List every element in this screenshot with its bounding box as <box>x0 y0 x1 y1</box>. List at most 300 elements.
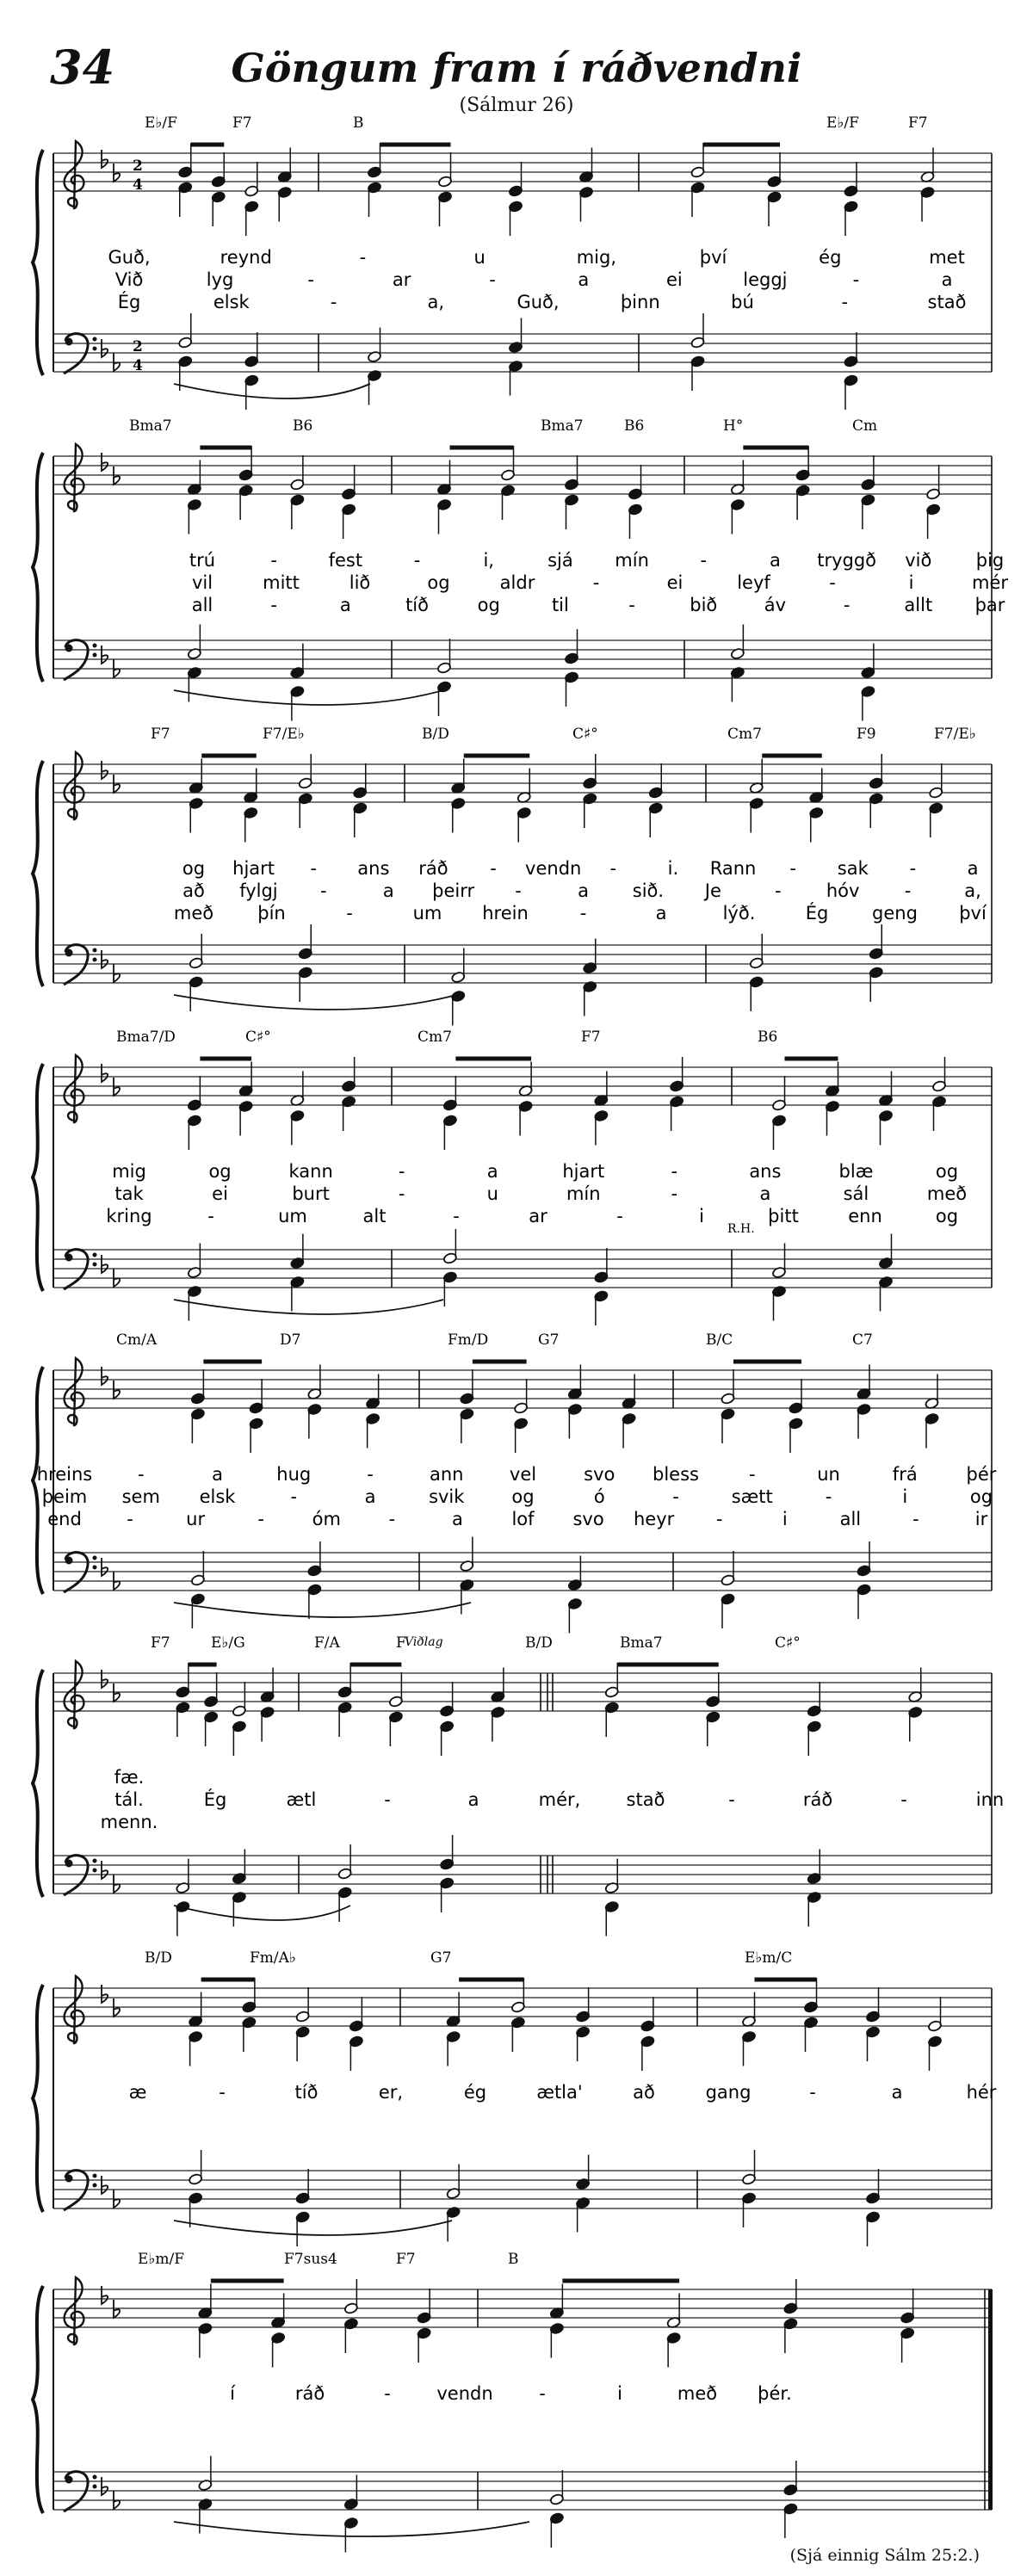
lyric-syllable: og <box>427 572 450 593</box>
chord-symbol: C♯° <box>775 1634 801 1652</box>
lyric-syllable: bið <box>690 595 718 615</box>
lyric-syllable: Ég <box>117 292 141 312</box>
chord-symbol: E♭/F <box>145 114 177 132</box>
lyric-syllable: lýð. <box>722 903 756 924</box>
lyric-syllable: sjá <box>547 550 573 571</box>
lyric-syllable: ráð <box>294 2383 325 2404</box>
lyric-syllable: aldr <box>499 572 535 593</box>
lyric-syllable: i, <box>483 550 494 571</box>
lyric-syllable: þér <box>966 1464 997 1485</box>
lyric-syllable: hreins <box>36 1464 93 1485</box>
lyric-syllable: a <box>759 1183 771 1204</box>
lyric-hyphen: - <box>671 1161 678 1182</box>
chord-symbol: E♭m/F <box>138 2251 185 2268</box>
lyric-syllable: a <box>339 595 351 615</box>
lyric-syllable: og <box>969 1486 993 1507</box>
lyric-syllable: mín <box>566 1183 601 1204</box>
flat-sign-icon <box>102 150 108 168</box>
lyric-hyphen: - <box>748 1464 756 1485</box>
lyric-syllable: a <box>486 1161 498 1182</box>
lyric-syllable: við <box>905 550 932 571</box>
lyric-syllable: frá <box>892 1464 918 1485</box>
lyric-hyphen: - <box>789 858 796 879</box>
chord-symbol: C♯° <box>245 1029 271 1046</box>
lyric-syllable: elsk <box>199 1486 236 1507</box>
treble-clef-icon <box>65 752 84 819</box>
lyric-syllable: all <box>839 1509 862 1529</box>
chord-symbol: H° <box>723 417 744 435</box>
lyric-syllable: geng <box>872 903 918 924</box>
chord-symbol: B/D <box>422 726 449 743</box>
slur <box>174 1603 471 1617</box>
treble-clef-icon <box>65 2277 84 2344</box>
lyric-syllable: þar <box>974 595 1005 615</box>
lyric-syllable: ann <box>430 1464 464 1485</box>
lyric-hyphen: - <box>127 1509 133 1529</box>
lyric-syllable: ur <box>186 1509 206 1529</box>
lyric-syllable: kann <box>288 1161 333 1182</box>
lyric-hyphen: - <box>257 1509 265 1529</box>
bass-clef-icon <box>64 1250 97 1289</box>
slur <box>174 995 456 1010</box>
lyric-syllable: með <box>173 903 214 924</box>
slur <box>174 690 443 705</box>
treble-clef-icon <box>65 1976 84 2043</box>
chord-symbol: Fm/A♭ <box>250 1949 296 1967</box>
bass-clef-icon <box>64 640 97 680</box>
lyric-syllable: Við <box>114 269 144 290</box>
lyric-hyphen: - <box>359 247 367 268</box>
chord-symbol: F7 <box>581 1029 601 1046</box>
slur <box>174 384 370 398</box>
lyric-hyphen: - <box>307 269 314 290</box>
chord-symbol: B/C <box>706 1331 733 1349</box>
lyric-syllable: hóv <box>826 880 860 901</box>
slur <box>174 1300 443 1314</box>
lyric-syllable: með <box>677 2383 718 2404</box>
lyric-syllable: a <box>941 269 953 290</box>
lyric-syllable: að <box>633 2082 655 2103</box>
chord-symbol: Cm/A <box>116 1331 158 1349</box>
final-barline <box>988 2289 993 2510</box>
lyric-syllable: um <box>412 903 442 924</box>
lyric-syllable: u <box>486 1183 498 1204</box>
chord-symbol: B/D <box>525 1634 553 1652</box>
lyric-syllable: a, <box>964 880 981 901</box>
lyric-syllable: vil <box>191 572 213 593</box>
lyric-syllable: hér <box>966 2082 997 2103</box>
lyric-syllable: burt <box>292 1183 330 1204</box>
lyric-syllable: hrein <box>482 903 529 924</box>
flat-sign-icon <box>102 1064 108 1082</box>
lyric-syllable: i <box>908 572 914 593</box>
system-brace <box>33 1670 43 1897</box>
lyric-syllable: að <box>182 880 205 901</box>
lyric-syllable: með <box>926 1183 968 1204</box>
lyric-hyphen: - <box>384 1789 391 1810</box>
chord-symbol: F9 <box>857 726 876 743</box>
chord-symbol: Fm/D <box>448 1331 489 1349</box>
system-brace <box>33 1064 43 1291</box>
lyric-syllable: i <box>617 2383 622 2404</box>
system-brace <box>33 150 43 375</box>
lyric-syllable: Ég <box>203 1789 227 1810</box>
lyric-syllable: ans <box>749 1161 782 1182</box>
lyric-syllable: reynd <box>220 247 272 268</box>
lyric-syllable: a <box>212 1464 223 1485</box>
lyric-syllable: þér. <box>758 2383 792 2404</box>
flat-sign-icon <box>102 950 108 968</box>
chord-symbol: F7 <box>151 1634 170 1652</box>
lyric-syllable: svo <box>584 1464 615 1485</box>
flat-sign-icon <box>102 1367 108 1385</box>
lyric-syllable: og <box>935 1206 959 1226</box>
lyric-syllable: ei <box>212 1183 228 1204</box>
flat-sign-icon <box>102 761 108 779</box>
chord-symbol: F7sus4 <box>284 2251 337 2268</box>
lyric-syllable: hjart <box>232 858 275 879</box>
chord-symbol: B6 <box>758 1029 778 1046</box>
flat-sign-icon <box>102 1670 108 1688</box>
chord-symbol: Cm7 <box>727 726 762 743</box>
lyric-syllable: trú <box>189 550 216 571</box>
chord-symbol: G7 <box>538 1331 560 1349</box>
lyric-syllable: fylgj <box>239 880 278 901</box>
lyric-syllable: og <box>511 1486 535 1507</box>
chord-symbol: F <box>396 1634 406 1652</box>
lyric-hyphen: - <box>490 858 497 879</box>
lyric-syllable: i <box>782 1509 788 1529</box>
lyric-syllable: elsk <box>213 292 250 312</box>
lyric-syllable: lið <box>349 572 371 593</box>
chord-symbol: F7 <box>396 2251 416 2268</box>
lyric-syllable: mín <box>615 550 649 571</box>
lyric-syllable: enn <box>848 1206 882 1226</box>
time-signature-digit: 4 <box>133 176 143 194</box>
lyric-syllable: alt <box>362 1206 387 1226</box>
chord-symbol: B <box>508 2251 519 2268</box>
lyric-syllable: a <box>467 1789 479 1810</box>
lyric-syllable: i. <box>667 858 679 879</box>
system-brace <box>33 453 43 682</box>
lyric-syllable: ei <box>666 572 684 593</box>
lyric-syllable: end <box>47 1509 82 1529</box>
lyric-syllable: ætla' <box>536 2082 583 2103</box>
lyric-syllable: þín <box>257 903 286 924</box>
chord-symbol: Bma7/D <box>116 1029 176 1046</box>
system-brace <box>33 761 43 986</box>
lyric-hyphen: - <box>912 1509 919 1529</box>
lyric-syllable: a <box>451 1509 463 1529</box>
lyric-syllable: lyg <box>206 269 234 290</box>
lyric-syllable: þinn <box>620 292 660 312</box>
lyric-syllable: ar <box>392 269 411 290</box>
chord-symbol: Bma7 <box>541 417 584 435</box>
flat-sign-icon <box>102 1255 108 1273</box>
chord-symbol: Cm <box>852 417 878 435</box>
lyric-syllable: a <box>578 269 590 290</box>
lyric-syllable: mér, <box>538 1789 581 1810</box>
lyric-syllable: þeirr <box>432 880 475 901</box>
time-signature-digit: 2 <box>133 338 143 355</box>
flat-sign-icon <box>102 339 108 357</box>
lyric-syllable: svik <box>429 1486 465 1507</box>
lyric-hyphen: - <box>388 1509 396 1529</box>
chord-symbol: D7 <box>280 1331 301 1349</box>
lyric-syllable: gang <box>705 2082 752 2103</box>
lyric-hyphen: - <box>219 2082 226 2103</box>
lyric-hyphen: - <box>672 1486 679 1507</box>
lyric-syllable: í <box>230 2383 235 2404</box>
lyric-hyphen: - <box>489 269 497 290</box>
lyric-syllable: þeim <box>41 1486 88 1507</box>
lyric-hyphen: - <box>843 595 851 615</box>
lyric-syllable: a <box>967 858 979 879</box>
chord-symbol: B6 <box>624 417 645 435</box>
lyric-hyphen: - <box>320 880 327 901</box>
lyric-syllable: a <box>382 880 394 901</box>
lyric-syllable: i <box>699 1206 704 1226</box>
lyric-syllable: mitt <box>263 572 300 593</box>
lyric-syllable: svo <box>572 1509 604 1529</box>
lyric-hyphen: - <box>413 550 421 571</box>
chord-symbol: Cm7 <box>418 1029 452 1046</box>
lyric-hyphen: - <box>398 1183 405 1204</box>
lyric-syllable: mér <box>971 572 1009 593</box>
chord-symbol: F/A <box>314 1634 340 1652</box>
lyric-hyphen: - <box>829 572 836 593</box>
hymn-title: Göngum fram í ráðvendni <box>231 45 802 91</box>
chord-symbol: G7 <box>430 1949 452 1967</box>
bass-clef-icon <box>64 334 97 374</box>
lyric-syllable: Rann <box>709 858 757 879</box>
lyric-hyphen: - <box>609 858 617 879</box>
lyric-syllable: Je <box>704 880 721 901</box>
flat-sign-icon <box>102 1985 108 2003</box>
lyric-hyphen: - <box>825 1486 832 1507</box>
slur <box>174 2221 452 2235</box>
lyric-syllable: ráð <box>418 858 448 879</box>
flat-sign-icon <box>102 2477 108 2495</box>
lyric-syllable: sið. <box>632 880 665 901</box>
lyric-syllable: vendn <box>525 858 582 879</box>
treble-clef-icon <box>65 1661 84 1728</box>
lyric-syllable: fest <box>328 550 363 571</box>
lyric-syllable: u <box>473 247 486 268</box>
lyric-syllable: því <box>959 903 987 924</box>
lyric-syllable: vel <box>509 1464 537 1485</box>
lyric-hyphen: - <box>453 1206 460 1226</box>
lyric-syllable: sak <box>837 858 869 879</box>
lyric-syllable: og <box>935 1161 959 1182</box>
lyric-syllable: tryggð <box>817 550 877 571</box>
lyric-hyphen: - <box>346 903 353 924</box>
lyric-syllable: heyr <box>633 1509 675 1529</box>
lyric-syllable: ég <box>819 247 842 268</box>
time-signature-digit: 4 <box>133 357 143 374</box>
footnote: (Sjá einnig Sálm 25:2.) <box>789 2546 980 2565</box>
chord-symbol: B6 <box>293 417 313 435</box>
lyric-syllable: sál <box>843 1183 869 1204</box>
lyric-hyphen: - <box>715 1509 723 1529</box>
system-brace <box>33 2286 43 2513</box>
lyric-syllable: Guð, <box>516 292 560 312</box>
chord-symbol: F7 <box>908 114 928 132</box>
chord-symbol: F7/E♭ <box>263 726 305 743</box>
lyric-hyphen: - <box>270 550 277 571</box>
flat-sign-icon <box>102 2286 108 2304</box>
lyric-syllable: er, <box>378 2082 404 2103</box>
chord-symbol: C7 <box>852 1331 873 1349</box>
lyric-syllable: mig, <box>576 247 617 268</box>
lyric-hyphen: - <box>384 2383 391 2404</box>
lyric-syllable: leyf <box>737 572 770 593</box>
bass-clef-icon <box>64 945 97 985</box>
lyric-syllable: a <box>891 2082 903 2103</box>
chord-symbol: Bma7 <box>129 417 172 435</box>
lyric-syllable: ei <box>665 269 683 290</box>
treble-clef-icon <box>65 444 84 511</box>
lyric-hyphen: - <box>330 292 337 312</box>
slur <box>174 1906 350 1920</box>
chord-symbol: B <box>353 114 364 132</box>
lyric-syllable: kring <box>106 1206 152 1226</box>
bass-clef-icon <box>64 1856 97 1895</box>
lyric-syllable: ir <box>974 1509 988 1529</box>
lyric-syllable: hjart <box>562 1161 605 1182</box>
lyric-hyphen: - <box>137 1464 145 1485</box>
lyric-hyphen: - <box>700 550 708 571</box>
treble-clef-icon <box>65 141 84 208</box>
lyric-syllable: ó <box>593 1486 605 1507</box>
flat-sign-icon <box>102 1861 108 1879</box>
lyric-hyphen: - <box>290 1486 298 1507</box>
lyric-syllable: allt <box>904 595 933 615</box>
vidlag-marking: Viðlag <box>405 1635 443 1649</box>
lyric-syllable: þig <box>975 550 1005 571</box>
lyric-syllable: því <box>699 247 727 268</box>
lyric-syllable: og <box>208 1161 232 1182</box>
lyric-hyphen: - <box>616 1206 623 1226</box>
flat-sign-icon <box>102 453 108 471</box>
lyric-syllable: lof <box>511 1509 535 1529</box>
chord-symbol: F7/E♭ <box>934 726 976 743</box>
lyric-hyphen: - <box>728 1789 735 1810</box>
treble-clef-icon <box>65 1055 84 1122</box>
lyric-syllable: stað <box>927 292 967 312</box>
lyric-syllable: a <box>364 1486 376 1507</box>
lyric-syllable: stað <box>626 1789 665 1810</box>
lyric-syllable: óm <box>312 1509 341 1529</box>
lyric-hyphen: - <box>671 1183 678 1204</box>
lyric-hyphen: - <box>592 572 600 593</box>
lyric-syllable: met <box>929 247 965 268</box>
lyric-hyphen: - <box>310 858 318 879</box>
lyric-syllable: þitt <box>768 1206 799 1226</box>
flat-sign-icon <box>102 1558 108 1576</box>
lyric-syllable: sætt <box>731 1486 773 1507</box>
lyric-syllable: áv <box>764 595 787 615</box>
lyric-hyphen: - <box>841 292 849 312</box>
lyric-syllable: bú <box>731 292 754 312</box>
bass-clef-icon <box>64 1553 97 1592</box>
lyric-hyphen: - <box>904 880 912 901</box>
lyric-syllable: menn. <box>100 1812 158 1832</box>
lyric-hyphen: - <box>900 1789 907 1810</box>
lyric-hyphen: - <box>628 595 635 615</box>
lyric-syllable: og <box>182 858 206 879</box>
lyric-syllable: tak <box>114 1183 144 1204</box>
system-brace <box>33 1985 43 2212</box>
lyric-syllable: ans <box>357 858 390 879</box>
lyric-syllable: mig <box>112 1161 146 1182</box>
lyric-syllable: Ég <box>805 903 829 924</box>
lyric-syllable: a <box>578 880 589 901</box>
lyric-syllable: ar <box>529 1206 547 1226</box>
lyric-hyphen: - <box>909 858 917 879</box>
chord-symbol: F7 <box>232 114 252 132</box>
time-signature-digit: 2 <box>133 158 143 175</box>
lyric-syllable: ætl <box>286 1789 317 1810</box>
lyric-hyphen: - <box>579 903 587 924</box>
lyric-syllable: tál. <box>114 1789 144 1810</box>
chord-symbol: E♭m/C <box>745 1949 793 1967</box>
lyric-syllable: ég <box>463 2082 487 2103</box>
lyric-syllable: un <box>817 1464 840 1485</box>
lyric-syllable: æ <box>128 2082 147 2103</box>
flat-sign-icon <box>102 646 108 664</box>
chord-symbol: B/D <box>145 1949 172 1967</box>
lyric-syllable: a, <box>427 292 445 312</box>
chord-symbol: E♭/G <box>211 1634 245 1652</box>
lyric-syllable: tíð <box>294 2082 319 2103</box>
lyric-syllable: tíð <box>405 595 430 615</box>
lyric-hyphen: - <box>270 595 277 615</box>
lyric-syllable: a <box>655 903 667 924</box>
hymn-subtitle: (Sálmur 26) <box>459 95 574 116</box>
bass-clef-icon <box>64 2472 97 2511</box>
lyric-syllable: um <box>278 1206 307 1226</box>
right-hand-marking: R.H. <box>727 1222 755 1236</box>
lyric-syllable: i <box>902 1486 908 1507</box>
lyric-hyphen: - <box>539 2383 546 2404</box>
page-number: 34 <box>50 40 115 95</box>
lyric-syllable: til <box>551 595 569 615</box>
lyric-syllable: leggj <box>743 269 788 290</box>
flat-sign-icon <box>102 2176 108 2194</box>
lyric-hyphen: - <box>515 880 522 901</box>
lyric-syllable: blæ <box>838 1161 874 1182</box>
lyric-hyphen: - <box>367 1464 374 1485</box>
lyric-syllable: fæ. <box>114 1767 145 1788</box>
lyric-syllable: ráð <box>802 1789 833 1810</box>
bass-clef-icon <box>64 2171 97 2210</box>
lyric-syllable: og <box>477 595 500 615</box>
lyric-syllable: bless <box>653 1464 699 1485</box>
lyric-syllable: inn <box>975 1789 1005 1810</box>
lyric-hyphen: - <box>398 1161 405 1182</box>
lyric-syllable: vendn <box>436 2383 493 2404</box>
lyric-syllable: sem <box>121 1486 160 1507</box>
chord-symbol: C♯° <box>572 726 598 743</box>
lyric-hyphen: - <box>207 1206 214 1226</box>
lyric-syllable: Guð, <box>108 247 151 268</box>
lyric-hyphen: - <box>774 880 782 901</box>
lyric-syllable: all <box>191 595 213 615</box>
lyric-hyphen: - <box>852 269 860 290</box>
lyric-syllable: a <box>770 550 781 571</box>
treble-clef-icon <box>65 1358 84 1425</box>
